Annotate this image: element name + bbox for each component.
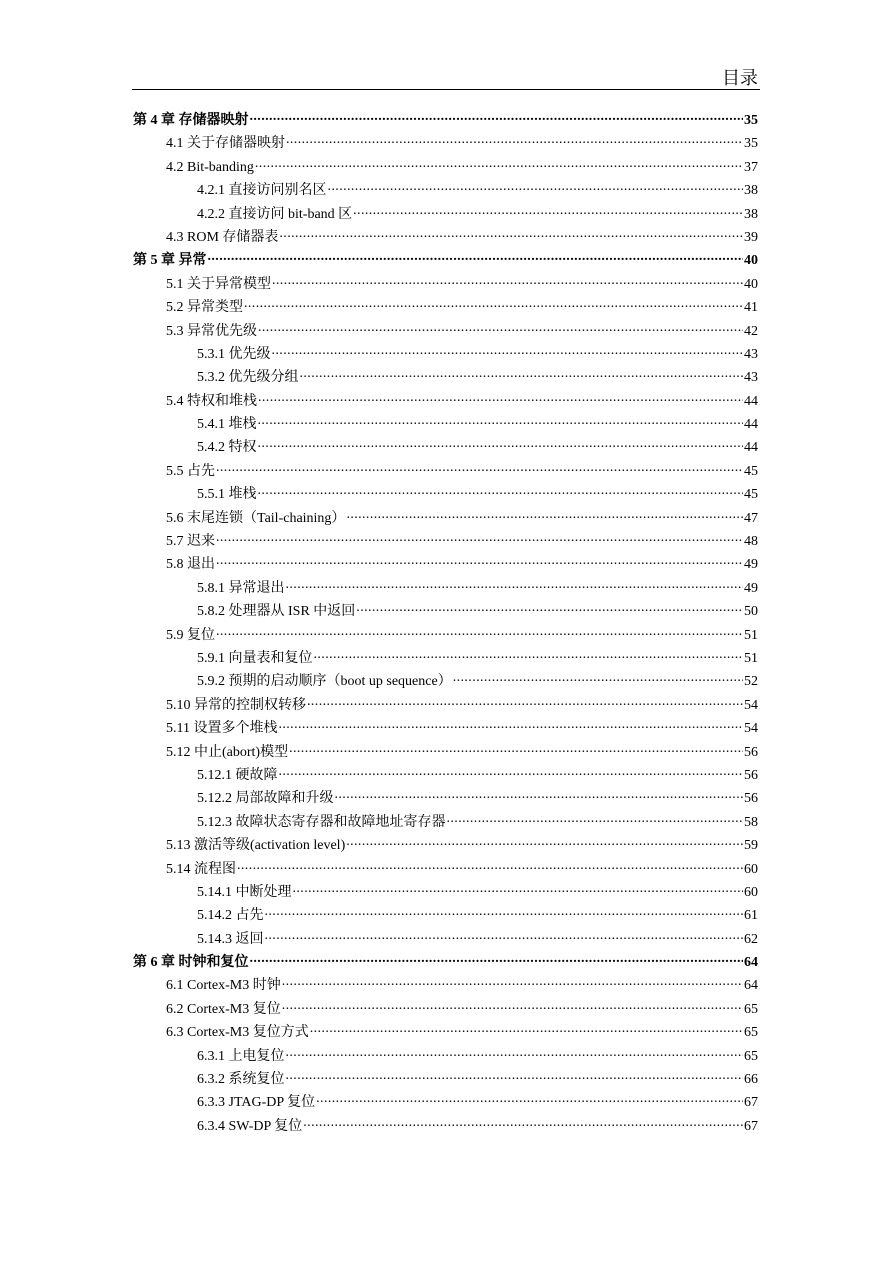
dot-leader	[346, 508, 743, 522]
toc-section-entry[interactable]	[133, 859, 758, 882]
toc-entry-label: 5.8.1 异常退出	[197, 580, 285, 596]
toc-page-number: 67	[744, 1095, 758, 1111]
toc-page-number: 47	[744, 510, 758, 526]
toc-page-number: 66	[744, 1072, 758, 1088]
dot-leader	[272, 344, 744, 358]
toc-chapter-entry[interactable]	[133, 952, 758, 975]
dot-leader	[279, 227, 743, 241]
dot-leader	[250, 952, 744, 966]
toc-subsection-entry[interactable]	[133, 1069, 758, 1092]
toc-entry-label: 5.14.2 占先	[197, 908, 264, 924]
toc-entry-label: 5.3 异常优先级	[166, 323, 257, 339]
toc-page-number: 65	[744, 1001, 758, 1017]
dot-leader	[258, 391, 743, 405]
toc-subsection-entry[interactable]	[133, 367, 758, 390]
toc-entry-label: 4.2.1 直接访问别名区	[197, 183, 327, 199]
toc-page-number: 44	[744, 393, 758, 409]
dot-leader	[216, 625, 743, 639]
toc-entry-label: 5.13 激活等级(activation level)	[166, 838, 346, 854]
toc-page-number: 51	[744, 627, 758, 643]
toc-section-entry[interactable]	[133, 531, 758, 554]
dot-leader	[258, 414, 744, 428]
toc-entry-label: 5.6 末尾连锁（Tail-chaining）	[166, 510, 346, 526]
toc-entry-label: 4.2.2 直接访问 bit-band 区	[197, 206, 353, 222]
table-of-contents	[133, 110, 758, 1139]
toc-subsection-entry[interactable]	[133, 812, 758, 835]
toc-entry-label: 5.12.1 硬故障	[197, 767, 278, 783]
toc-page-number: 60	[744, 884, 758, 900]
dot-leader	[237, 859, 743, 873]
toc-subsection-entry[interactable]	[133, 648, 758, 671]
toc-page-number: 60	[744, 861, 758, 877]
toc-entry-label: 5.14.1 中断处理	[197, 884, 292, 900]
toc-subsection-entry[interactable]	[133, 1092, 758, 1115]
dot-leader	[328, 180, 744, 194]
toc-page-number: 43	[744, 346, 758, 362]
toc-page-number: 37	[744, 159, 758, 175]
toc-page-number: 62	[744, 931, 758, 947]
dot-leader	[310, 1022, 743, 1036]
toc-entry-label: 4.1 关于存储器映射	[166, 136, 285, 152]
toc-page-number: 54	[744, 697, 758, 713]
dot-leader	[258, 484, 744, 498]
dot-leader	[216, 461, 743, 475]
toc-subsection-entry[interactable]	[133, 344, 758, 367]
dot-leader	[250, 110, 744, 124]
toc-entry-label: 5.14.3 返回	[197, 931, 264, 947]
toc-subsection-entry[interactable]	[133, 1116, 758, 1139]
toc-entry-label: 6.3.4 SW-DP 复位	[197, 1118, 303, 1134]
toc-entry-label: 5.9 复位	[166, 627, 215, 643]
toc-page-number: 43	[744, 370, 758, 386]
toc-entry-label: 5.5 占先	[166, 463, 215, 479]
toc-entry-label: 5.9.1 向量表和复位	[197, 650, 313, 666]
dot-leader	[314, 648, 744, 662]
dot-leader	[316, 1092, 743, 1106]
dot-leader	[282, 999, 743, 1013]
dot-leader	[303, 1116, 743, 1130]
toc-page-number: 35	[744, 136, 758, 152]
page-header	[132, 62, 760, 90]
toc-subsection-entry[interactable]	[133, 671, 758, 694]
toc-chapter-entry[interactable]	[133, 110, 758, 133]
toc-chapter-entry[interactable]	[133, 250, 758, 273]
toc-page-number: 64	[744, 955, 758, 971]
dot-leader	[335, 788, 744, 802]
toc-page-number: 45	[744, 487, 758, 503]
toc-page-number: 51	[744, 650, 758, 666]
toc-entry-label: 5.14 流程图	[166, 861, 236, 877]
toc-entry-label: 第 6 章 时钟和复位	[133, 955, 249, 971]
toc-subsection-entry[interactable]	[133, 905, 758, 928]
toc-entry-label: 6.2 Cortex-M3 复位	[166, 1001, 281, 1017]
dot-leader	[278, 718, 743, 732]
dot-leader	[282, 975, 743, 989]
dot-leader	[307, 695, 743, 709]
toc-entry-label: 5.3.1 优先级	[197, 346, 271, 362]
dot-leader	[255, 157, 743, 171]
toc-entry-label: 5.10 异常的控制权转移	[166, 697, 306, 713]
toc-page-number: 42	[744, 323, 758, 339]
toc-section-entry[interactable]	[133, 718, 758, 741]
toc-subsection-entry[interactable]	[133, 204, 758, 227]
toc-section-entry[interactable]	[133, 835, 758, 858]
toc-page-number: 38	[744, 183, 758, 199]
toc-section-entry[interactable]	[133, 297, 758, 320]
toc-entry-label: 第 4 章 存储器映射	[133, 113, 249, 128]
toc-page-number: 65	[744, 1048, 758, 1064]
toc-page-number: 50	[744, 604, 758, 620]
toc-subsection-entry[interactable]	[133, 765, 758, 788]
dot-leader	[300, 367, 744, 381]
toc-subsection-entry[interactable]	[133, 578, 758, 601]
toc-page-number: 48	[744, 534, 758, 550]
toc-page-number: 65	[744, 1025, 758, 1041]
toc-page-number: 40	[744, 253, 758, 269]
toc-entry-label: 5.11 设置多个堆栈	[166, 721, 278, 737]
toc-entry-label: 5.4.1 堆栈	[197, 417, 257, 433]
toc-page-number: 45	[744, 463, 758, 479]
toc-page-number: 56	[744, 791, 758, 807]
dot-leader	[265, 905, 744, 919]
toc-entry-label: 4.2 Bit-banding	[166, 159, 254, 175]
toc-entry-label: 5.12 中止(abort)模型	[166, 744, 289, 760]
toc-subsection-entry[interactable]	[133, 1046, 758, 1069]
toc-entry-label: 6.3 Cortex-M3 复位方式	[166, 1025, 309, 1041]
toc-subsection-entry[interactable]	[133, 414, 758, 437]
toc-page-number: 59	[744, 838, 758, 854]
toc-page-number: 64	[744, 978, 758, 994]
toc-entry-label: 6.1 Cortex-M3 时钟	[166, 978, 281, 994]
toc-section-entry[interactable]	[133, 999, 758, 1022]
toc-page-number: 54	[744, 721, 758, 737]
toc-entry-label: 5.2 异常类型	[166, 300, 243, 316]
dot-leader	[286, 578, 744, 592]
toc-entry-label: 5.5.1 堆栈	[197, 487, 257, 503]
toc-section-entry[interactable]	[133, 227, 758, 250]
toc-page-number: 35	[744, 113, 758, 128]
dot-leader	[258, 321, 743, 335]
toc-page-number: 49	[744, 580, 758, 596]
toc-subsection-entry[interactable]	[133, 180, 758, 203]
toc-entry-label: 第 5 章 异常	[133, 253, 207, 269]
dot-leader	[447, 812, 744, 826]
toc-entry-label: 5.8.2 处理器从 ISR 中返回	[197, 604, 356, 620]
page-title: 目录	[722, 68, 758, 88]
dot-leader	[353, 204, 743, 218]
toc-section-entry[interactable]	[133, 742, 758, 765]
toc-entry-label: 6.3.2 系统复位	[197, 1072, 285, 1088]
toc-page-number: 38	[744, 206, 758, 222]
toc-entry-label: 5.8 退出	[166, 557, 215, 573]
toc-section-entry[interactable]	[133, 695, 758, 718]
toc-entry-label: 5.4.2 特权	[197, 440, 257, 456]
dot-leader	[279, 765, 744, 779]
toc-entry-label: 5.4 特权和堆栈	[166, 393, 257, 409]
dot-leader	[453, 671, 743, 685]
toc-page-number: 56	[744, 767, 758, 783]
toc-page-number: 52	[744, 674, 758, 690]
toc-page-number: 40	[744, 276, 758, 292]
toc-page-number: 61	[744, 908, 758, 924]
dot-leader	[286, 1046, 744, 1060]
toc-entry-label: 5.3.2 优先级分组	[197, 370, 299, 386]
toc-section-entry[interactable]	[133, 508, 758, 531]
toc-section-entry[interactable]	[133, 157, 758, 180]
toc-entry-label: 4.3 ROM 存储器表	[166, 229, 279, 245]
toc-section-entry[interactable]	[133, 975, 758, 998]
toc-subsection-entry[interactable]	[133, 601, 758, 624]
toc-subsection-entry[interactable]	[133, 437, 758, 460]
toc-page-number: 49	[744, 557, 758, 573]
toc-page-number: 41	[744, 300, 758, 316]
toc-page-number: 44	[744, 417, 758, 433]
toc-section-entry[interactable]	[133, 133, 758, 156]
toc-subsection-entry[interactable]	[133, 929, 758, 952]
dot-leader	[216, 554, 743, 568]
toc-page-number: 44	[744, 440, 758, 456]
toc-section-entry[interactable]	[133, 1022, 758, 1045]
dot-leader	[244, 297, 743, 311]
toc-section-entry[interactable]	[133, 625, 758, 648]
dot-leader	[293, 882, 744, 896]
toc-subsection-entry[interactable]	[133, 882, 758, 905]
toc-entry-label: 5.12.3 故障状态寄存器和故障地址寄存器	[197, 814, 446, 830]
toc-entry-label: 5.12.2 局部故障和升级	[197, 791, 334, 807]
dot-leader	[286, 133, 743, 147]
dot-leader	[289, 742, 743, 756]
toc-page-number: 67	[744, 1118, 758, 1134]
dot-leader	[208, 250, 744, 264]
toc-entry-label: 5.9.2 预期的启动顺序（boot up sequence）	[197, 674, 452, 690]
toc-section-entry[interactable]	[133, 274, 758, 297]
toc-section-entry[interactable]	[133, 461, 758, 484]
dot-leader	[356, 601, 743, 615]
toc-subsection-entry[interactable]	[133, 788, 758, 811]
toc-entry-label: 6.3.3 JTAG-DP 复位	[197, 1095, 316, 1111]
toc-section-entry[interactable]	[133, 391, 758, 414]
toc-entry-label: 5.1 关于异常模型	[166, 276, 271, 292]
toc-entry-label: 5.7 迟来	[166, 534, 215, 550]
dot-leader	[286, 1069, 744, 1083]
dot-leader	[265, 929, 744, 943]
dot-leader	[346, 835, 743, 849]
toc-entry-label: 6.3.1 上电复位	[197, 1048, 285, 1064]
dot-leader	[272, 274, 743, 288]
toc-section-entry[interactable]	[133, 321, 758, 344]
toc-page-number: 58	[744, 814, 758, 830]
toc-page-number: 56	[744, 744, 758, 760]
toc-section-entry[interactable]	[133, 554, 758, 577]
dot-leader	[258, 437, 744, 451]
toc-subsection-entry[interactable]	[133, 484, 758, 507]
dot-leader	[216, 531, 743, 545]
toc-page-number: 39	[744, 229, 758, 245]
